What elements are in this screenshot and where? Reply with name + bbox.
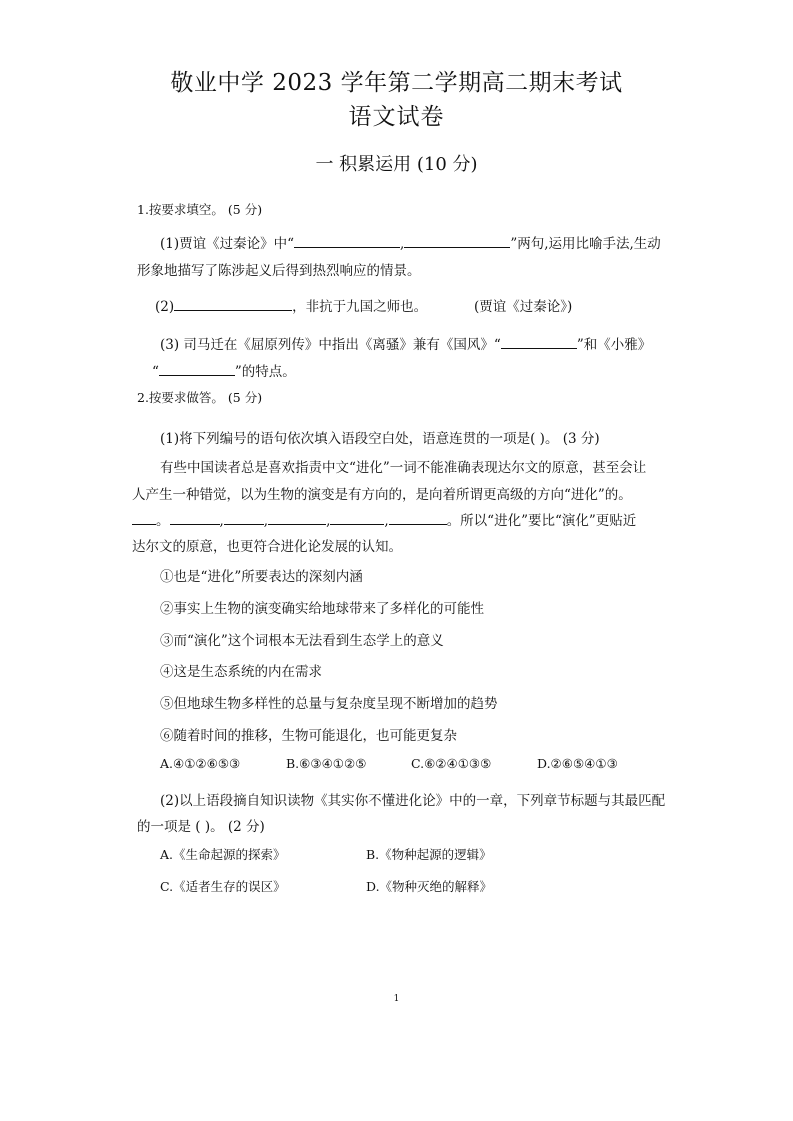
q1-part2-end: ，非抗于九国之师也。 (292, 299, 428, 315)
q2-heading: 2.按要求做答。 (5 分) (137, 390, 263, 405)
passage-comma-2: , (263, 513, 269, 529)
q2-sub1-prompt: (1)将下列编号的语句依次填入语段空白处，语意连贯的一项是( )。 (3 分) (160, 431, 600, 447)
q1-part3-start: (3) 司马迁在《屈原列传》中指出《离骚》兼有《国风》“ (160, 337, 501, 353)
sub2-option-a[interactable]: A.《生命起源的探索》 (160, 847, 286, 862)
passage-comma-4: , (384, 513, 389, 529)
sentence-item: ④这是生态系统的内在需求 (160, 664, 322, 680)
q1-part1-line1 (160, 232, 661, 252)
q1-part3-line1 (160, 333, 651, 353)
passage-blank-2[interactable] (170, 510, 220, 525)
q2-passage-line2: 人产生一种错觉，以为生物的演变是有方向的，是向着所谓更高级的方向“进化”的。 (132, 487, 632, 503)
q1-part1-end: ”两句,运用比喻手法,生动 (510, 236, 661, 252)
q1-part3-line2-start: “ (152, 364, 159, 380)
q1-part3-line2 (152, 360, 296, 380)
sub2-option-d[interactable]: D.《物种灭绝的解释》 (366, 879, 493, 894)
sub2-option-c[interactable]: C.《适者生存的误区》 (160, 879, 286, 894)
q2-passage-line1: 有些中国读者总是喜欢指责中文“进化”一词不能准确表现达尔文的原意，甚至会让 (160, 460, 647, 476)
sentence-item: ②事实上生物的演变确实给地球带来了多样化的可能性 (160, 601, 484, 617)
q1-part1-comma: , (400, 236, 405, 252)
q1-part3-line2-end: ”的特点。 (234, 364, 296, 380)
passage-comma-3: , (326, 513, 331, 529)
page-number: 1 (393, 994, 400, 1004)
passage-blank-6[interactable] (389, 510, 447, 525)
passage-period: 。 (156, 513, 170, 529)
option-c[interactable]: C.⑥②④①③⑤ (411, 756, 492, 771)
section-title: 一 积累运用 (10 分) (315, 154, 478, 175)
sentence-item: ①也是“进化”所要表达的深刻内涵 (160, 569, 363, 585)
q1-part2-line (155, 295, 427, 315)
option-d[interactable]: D.②⑥⑤④①③ (537, 756, 618, 771)
passage-comma-1: , (219, 513, 224, 529)
q1-blank-1[interactable] (294, 233, 400, 248)
q2-passage-line4: 达尔文的原意，也更符合进化论发展的认知。 (132, 539, 402, 555)
sentence-item: ⑤但地球生物多样性的总量与复杂度呈现不断增加的趋势 (160, 696, 498, 712)
q1-part1-line2: 形象地描写了陈涉起义后得到热烈响应的情景。 (137, 263, 421, 279)
exam-title: 敬业中学 2023 学年第二学期高二期末考试 (170, 70, 623, 96)
q2-sub2-prompt-line1: (2)以上语段摘自知识读物《其实你不懂进化论》中的一章，下列章节标题与其最匹配 (160, 793, 666, 809)
option-a[interactable]: A.④①②⑥⑤③ (160, 756, 241, 771)
sentence-item: ③而“演化”这个词根本无法看到生态学上的意义 (160, 633, 444, 649)
passage-blank-1[interactable] (132, 510, 156, 525)
q1-blank-2[interactable] (404, 233, 510, 248)
sub2-option-b[interactable]: B.《物种起源的逻辑》 (366, 847, 492, 862)
q1-blank-5[interactable] (159, 361, 235, 376)
q1-part2-source: (贾谊《过秦论》) (474, 299, 573, 315)
q2-passage-line3 (132, 509, 636, 529)
option-b[interactable]: B.⑥③④①②⑤ (286, 756, 367, 771)
q1-part3-mid: ”和《小雅》 (576, 337, 652, 353)
passage-blank-4[interactable] (268, 510, 326, 525)
q1-blank-3[interactable] (174, 296, 292, 311)
q1-blank-4[interactable] (501, 334, 577, 349)
exam-subtitle: 语文试卷 (348, 104, 445, 130)
passage-blank-3[interactable] (224, 510, 264, 525)
passage-blank-5[interactable] (330, 510, 384, 525)
passage-line3-end: 。所以“进化”要比“演化”更贴近 (446, 513, 637, 529)
q1-part1-start: (1)贾谊《过秦论》中“ (160, 236, 295, 252)
q1-part2-start: (2) (155, 299, 175, 315)
q2-sub2-prompt-line2: 的一项是 ( )。 (2 分) (137, 819, 265, 835)
q1-heading: 1.按要求填空。 (5 分) (137, 202, 263, 217)
sentence-item: ⑥随着时间的推移，生物可能退化，也可能更复杂 (160, 728, 457, 744)
